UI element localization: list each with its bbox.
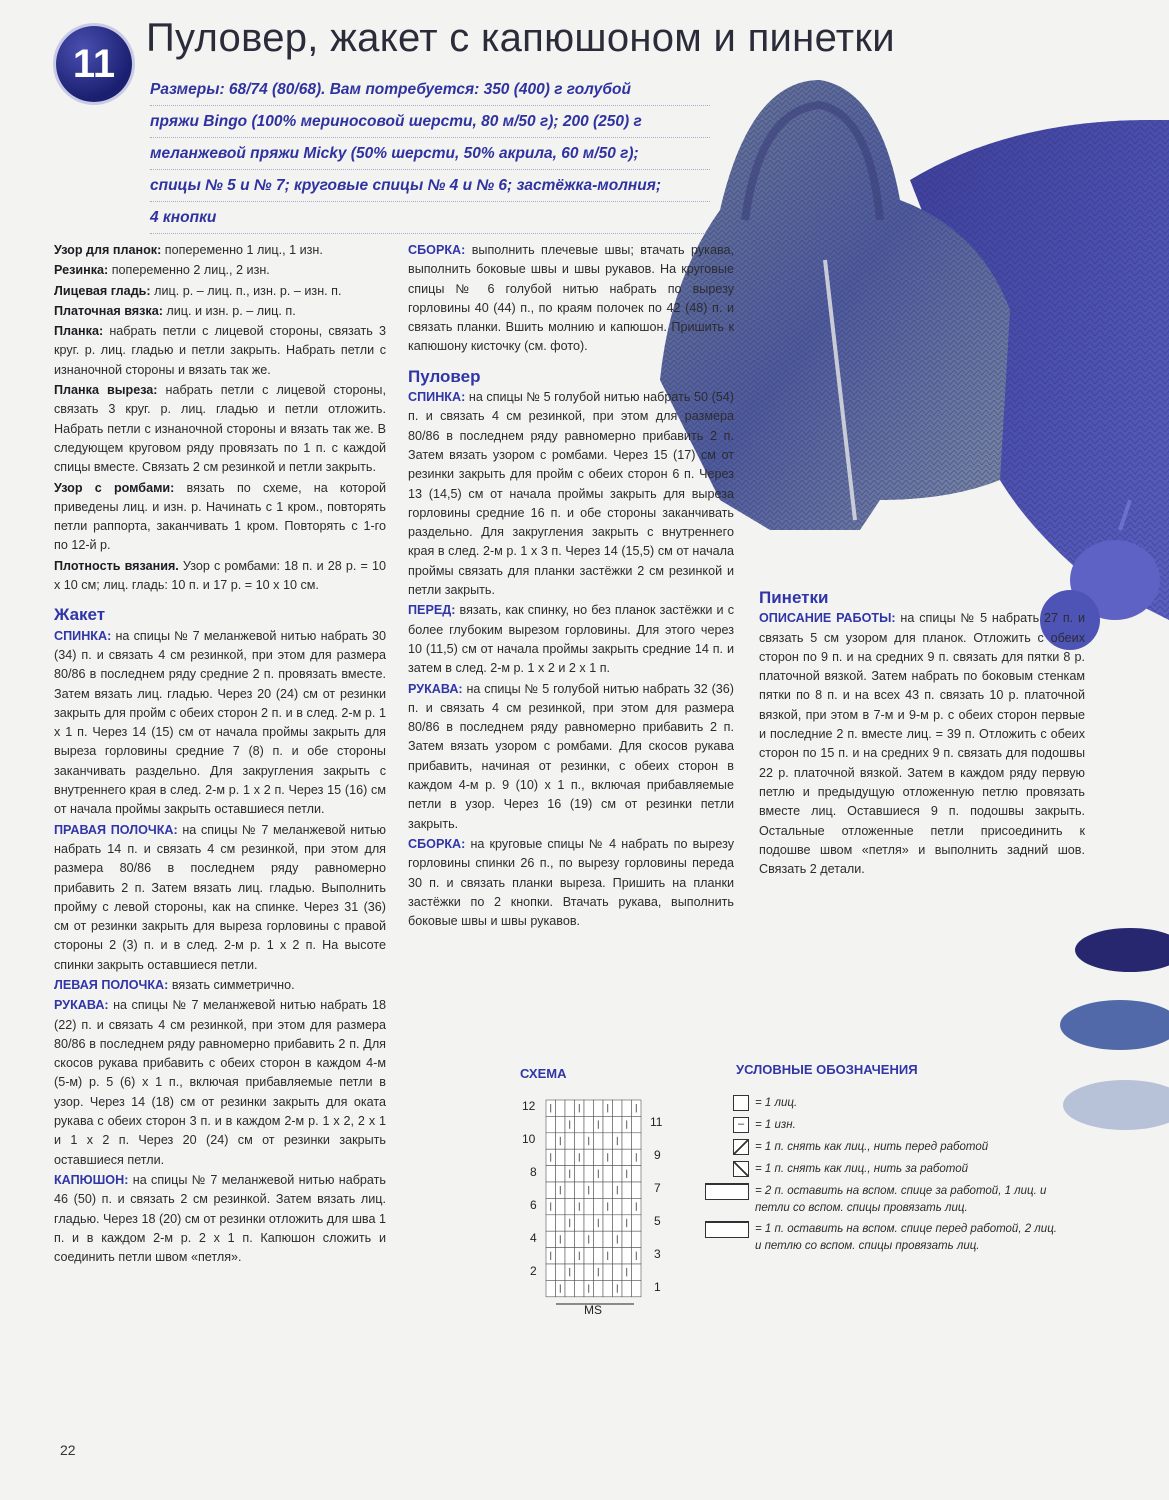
- text: на круговые спицы № 4 набрать по вырезу горловины спинки 26 п., по вырезу горловины переда 30 п. и связать планки выреза. Пришить на планки застёжки по 2 кнопки. Втачать рукава, выполнить боковые швы и швы рукавов.: [408, 836, 734, 929]
- knit-symbol-icon: [733, 1095, 749, 1111]
- chart-cell: [575, 1215, 585, 1231]
- chart-cell: [546, 1264, 556, 1280]
- chart-cell: [546, 1215, 556, 1231]
- chart-cell: [632, 1182, 642, 1198]
- chart-cell: [565, 1133, 575, 1149]
- paragraph: [54, 261, 386, 280]
- chart-cell: [556, 1100, 566, 1116]
- legend-text: = 1 лиц.: [755, 1097, 798, 1109]
- text: на спицы № 7 меланжевой нитью набрать 30 (34) п. и связать 4 см резинкой, при этом для размера 80/86 в последнем ряду средние 2 п. провязать вместе. Затем вязать лиц. гладью. Через 20 (24) см от резинки закрыть для пройм с обеих сторон 2 п. и в след. 2-м р. 1 х 1 п. Через 14 (15) см от начала проймы закрыть для выреза горловины средние 7 (8) п. и обе стороны заканчивать раздельно. Для закругления закрыть с внутреннего края в след. 2-м р. 1 х 2 п. Через 15 (16) см от начала проймы закрыть оставшиеся петли.: [54, 628, 386, 817]
- term: ПЕРЕД:: [408, 603, 456, 618]
- legend-text: = 1 п. оставить на вспом. спице перед работой, 2 лиц. и петлю со вспом. спицы провязать лиц.: [755, 1223, 1057, 1252]
- row-label: 11: [650, 1115, 663, 1129]
- chart-cell: [594, 1198, 604, 1214]
- term: ЛЕВАЯ ПОЛОЧКА:: [54, 977, 169, 992]
- chart-cell: [603, 1280, 613, 1296]
- legend-item: [705, 1095, 797, 1112]
- chart-cell: [594, 1133, 604, 1149]
- text: лиц. и изн. р. – лиц. п.: [162, 303, 296, 318]
- chart-cell: [575, 1166, 585, 1182]
- chart-cell: [565, 1198, 575, 1214]
- paragraph: [54, 557, 386, 596]
- chart-cell: [613, 1215, 623, 1231]
- term: СБОРКА:: [408, 243, 466, 257]
- chart-cell: [565, 1182, 575, 1198]
- section-heading-jacket: Жакет: [54, 605, 106, 625]
- text: на спицы № 5 набрать 27 п. и связать 5 см узором для планок. Отложить с обеих сторон по 9 п. и на средних 9 п. связать для пятки 8 р. платочной вязкой. Затем набрать по боковым стенкам пятки по 8 п. и на всех 43 п. связать 10 р. платочной вязкой, при этом в 7-м и 9-м р. с обеих сторон первые и последние 2 п. вместе лиц. = 39 п. Отложить с обеих сторон по 15 п. и на средних 9 п. связать для подошвы 22 р. платочной вязкой. Затем в каждом ряду первую петлю и предыдущую отложенную петлю провязать вместе лиц. Оставшиеся 9 п. подошвы закрыть. Остальные отложенные петли присоединить к подошве швом «петля» и выполнить задний шов. Связать 2 детали.: [759, 611, 1085, 877]
- term: Узор с ромбами:: [54, 480, 175, 495]
- chart-cell: [594, 1182, 604, 1198]
- term: Лицевая гладь:: [54, 283, 151, 298]
- chart-cell: [622, 1280, 632, 1296]
- paragraph: [54, 627, 386, 820]
- term: ПРАВАЯ ПОЛОЧКА:: [54, 822, 178, 837]
- row-label: 6: [530, 1198, 537, 1212]
- chart-cell: [603, 1116, 613, 1132]
- chart-cell: [575, 1133, 585, 1149]
- yarn-skein: [1060, 1000, 1169, 1050]
- chart-cell: [603, 1182, 613, 1198]
- chart-cell: [546, 1166, 556, 1182]
- legend-text: = 1 изн.: [755, 1119, 796, 1131]
- chart-cell: [622, 1231, 632, 1247]
- paragraph: [54, 322, 386, 380]
- chart-cell: [603, 1166, 613, 1182]
- text: лиц. р. – лиц. п., изн. р. – изн. п.: [150, 283, 342, 298]
- chart-cell: [546, 1133, 556, 1149]
- legend-text: = 1 п. снять как лиц., нить за работой: [755, 1163, 969, 1175]
- term: ОПИСАНИЕ РАБОТЫ:: [759, 611, 896, 626]
- term: РУКАВА:: [408, 681, 463, 696]
- chart-cell: [546, 1116, 556, 1132]
- chart-cell: [632, 1231, 642, 1247]
- legend-item: [705, 1117, 796, 1134]
- chart-cell: [556, 1264, 566, 1280]
- paragraph: [408, 601, 734, 678]
- row-label: 7: [654, 1181, 661, 1195]
- chart-cell: [575, 1182, 585, 1198]
- materials-line: меланжевой пряжи Micky (50% шерсти, 50% акрила, 60 м/50 г);: [150, 138, 710, 170]
- yarn-skein: [1063, 1080, 1169, 1130]
- cable-front-symbol-icon: [705, 1221, 749, 1238]
- row-labels-right: [650, 1115, 663, 1294]
- chart-cell: [546, 1182, 556, 1198]
- term: Плотность вязания.: [54, 558, 179, 573]
- term: СПИНКА:: [54, 628, 112, 643]
- chart-cell: [594, 1100, 604, 1116]
- chart-cell: [556, 1116, 566, 1132]
- text: на спицы № 5 голубой нитью набрать 32 (36) п. и связать 4 см резинкой, при этом для размера 80/86 в последнем ряду равномерно прибавить 2 п. Затем вязать узором с ромбами. Для скосов рукава прибавить, начиная от резинки, с обеих сторон в каждом 4-м р. 9 (10) х 1 п., включая прибавляемые петли в узор. Через 16 (19) см от резинки петли закрыть.: [408, 681, 734, 831]
- section-number: 11: [72, 41, 116, 86]
- chart-cell: [594, 1248, 604, 1264]
- page-title: Пуловер, жакет с капюшоном и пинетки: [146, 16, 895, 60]
- chart-cell: [603, 1264, 613, 1280]
- chart-cell: [556, 1149, 566, 1165]
- paragraph: [54, 996, 386, 1170]
- yarn-skein: [1075, 928, 1169, 972]
- term: СБОРКА:: [408, 836, 466, 851]
- row-label: 2: [530, 1264, 537, 1278]
- text: вязать по схеме, на которой приведены лиц. и изн. р. Начинать с 1 кром., повторять петли раппорта, заканчивать 1 кром. Повторять с 1-го по 12-й р.: [54, 480, 386, 553]
- legend-title: УСЛОВНЫЕ ОБОЗНАЧЕНИЯ: [736, 1062, 918, 1077]
- paragraph: [54, 479, 386, 556]
- scheme-title: СХЕМА: [520, 1066, 567, 1081]
- chart-cell: [613, 1166, 623, 1182]
- paragraph: [54, 381, 386, 477]
- chart-cell: [565, 1280, 575, 1296]
- materials-block: [150, 74, 710, 234]
- text: на спицы № 5 голубой нитью набрать 50 (54) п. и связать 4 см резинкой, при этом для размера 80/86 в последнем ряду равномерно прибавить 2 п. Затем вязать узором с ромбами. Через 15 (17) см от резинки закрыть для пройм с обеих сторон 6 п. Через 13 (14,5) см от начала проймы закрыть для выреза горловины средние 16 п. и обе стороны заканчивать раздельно. Для закругления закрыть с внутреннего края в след. 2-м р. 1 х 3 п. Через 14 (15,5) см от начала проймы связать для планки застёжки 2 см резинкой и петли закрыть.: [408, 390, 734, 598]
- row-label: 12: [522, 1099, 536, 1113]
- text: вязать симметрично.: [168, 977, 295, 992]
- section-number-badge: [56, 26, 132, 102]
- materials-line: Размеры: 68/74 (80/68). Вам потребуется: 350 (400) г голубой: [150, 74, 710, 106]
- chart-cell: [584, 1149, 594, 1165]
- chart-cell: [632, 1215, 642, 1231]
- paragraph: [408, 680, 734, 834]
- chart-cell: [613, 1198, 623, 1214]
- column-middle: [408, 241, 734, 932]
- text: на спицы № 7 меланжевой нитью набрать 18 (22) п. и связать 4 см резинкой, при этом для размера 80/86 в последнем ряду равномерно прибавить 2 п. Для скосов рукава прибавить с обеих сторон в каждом 4-м (5-м) р. 5 (6) х 1 п., включая прибавляемые петли в узор. Через 14 (18) см от резинки закрыть для оката рукава с обеих сторон 3 п. и в каждом 2-м р. 1 х 2, 2 х 1 и 1 х 2 п. Через 20 (24) см от резинки закрыть оставшиеся петли.: [54, 998, 386, 1167]
- chart-cell: [556, 1215, 566, 1231]
- chart-cell: [622, 1198, 632, 1214]
- chart-cell: [565, 1149, 575, 1165]
- term: КАПЮШОН:: [54, 1172, 129, 1187]
- text: вязать, как спинку, но без планок застёжки и с более глубоким вырезом горловины. Для этого через 10 (11,5) см от начала проймы закрыть средние 14 п. и затем в след. 2-м р. 1 х 2 и 2 х 1 п.: [408, 603, 734, 676]
- chart-cell: [613, 1264, 623, 1280]
- chart-cell: [632, 1264, 642, 1280]
- paragraph: [408, 835, 734, 931]
- row-labels-left: [522, 1099, 537, 1278]
- paragraph: [54, 241, 386, 260]
- paragraph: [54, 821, 386, 975]
- chart-cell: [584, 1198, 594, 1214]
- chart-cell: [556, 1248, 566, 1264]
- paragraph: [408, 241, 734, 357]
- paragraph: [408, 388, 734, 600]
- materials-line: спицы № 5 и № 7; круговые спицы № 4 и № 6; застёжка-молния;: [150, 170, 710, 202]
- chart-cell: [575, 1264, 585, 1280]
- chart-cell: [546, 1280, 556, 1296]
- chart-cell: [584, 1100, 594, 1116]
- chart-cell: [613, 1149, 623, 1165]
- chart-cell: [632, 1116, 642, 1132]
- row-label: 4: [530, 1231, 537, 1245]
- chart-cell: [613, 1116, 623, 1132]
- chart-cell: [622, 1248, 632, 1264]
- paragraph: [759, 609, 1085, 879]
- slip-front-symbol-icon: [733, 1139, 749, 1155]
- term: Узор для планок:: [54, 243, 162, 257]
- chart-cell: [603, 1231, 613, 1247]
- chart-cell: [603, 1215, 613, 1231]
- row-label: 8: [530, 1165, 537, 1179]
- chart-cell: [613, 1248, 623, 1264]
- chart-cell: [546, 1231, 556, 1247]
- materials-line: 4 кнопки: [150, 202, 710, 234]
- page-number: 22: [60, 1442, 76, 1458]
- row-label: 1: [654, 1280, 661, 1294]
- term: Платочная вязка:: [54, 303, 163, 318]
- materials-line: пряжи Bingo (100% мериносовой шерсти, 80 м/50 г); 200 (250) г: [150, 106, 710, 138]
- text: на спицы № 7 меланжевой нитью набрать 14 п. и связать 4 см резинкой, при этом для размера 80/86 в последнем ряду равномерно прибавить 2 п. Затем вязать лиц. гладью. Выполнить пройму с левой стороны, как на спинке. Через 31 (36) см от резинки закрыть для выреза горловины с правой стороны 2 (3) п. и в след. 2-м р. 1 х 2 п. На высоте спинки закрыть оставшиеся петли.: [54, 822, 386, 972]
- paragraph: [54, 976, 386, 995]
- legend-item: [705, 1161, 968, 1178]
- chart-cells: [546, 1100, 641, 1297]
- chart-cell: [584, 1116, 594, 1132]
- chart-cell: [632, 1280, 642, 1296]
- term: Планка:: [54, 324, 104, 339]
- row-label: 9: [654, 1148, 661, 1162]
- term: РУКАВА:: [54, 998, 109, 1013]
- chart-cell: [556, 1166, 566, 1182]
- chart-cell: [632, 1166, 642, 1182]
- slip-back-symbol-icon: [733, 1161, 749, 1177]
- ms-label: MS: [584, 1303, 602, 1317]
- chart-cell: [575, 1116, 585, 1132]
- row-label: 3: [654, 1247, 661, 1261]
- knitting-chart: [500, 1092, 690, 1322]
- legend-item: [705, 1183, 1065, 1217]
- purl-symbol-icon: –: [733, 1117, 749, 1133]
- legend-item: [705, 1139, 988, 1156]
- column-left: [54, 241, 386, 1268]
- legend-item: [705, 1221, 1065, 1255]
- chart-cell: [632, 1133, 642, 1149]
- paragraph: [54, 302, 386, 321]
- row-label: 10: [522, 1132, 536, 1146]
- legend-text: = 2 п. оставить на вспом. спице за работой, 1 лиц. и петли со вспом. спицы провязать лиц.: [755, 1185, 1047, 1214]
- text: выполнить плечевые швы; втачать рукава, выполнить боковые швы и швы рукавов. На круговые спицы № 6 голубой нитью набрать по вырезу горловины 40 (44) п., по краям полочек по 42 (48) п. и связать планки. Вшить молнию и капюшон. Пришить к капюшону кисточку (см. фото).: [408, 243, 734, 354]
- chart-cell: [584, 1166, 594, 1182]
- chart-cell: [622, 1100, 632, 1116]
- chart-cell: [594, 1149, 604, 1165]
- chart-cell: [584, 1215, 594, 1231]
- term: СПИНКА:: [408, 390, 466, 405]
- chart-cell: [594, 1231, 604, 1247]
- chart-cell: [565, 1100, 575, 1116]
- chart-cell: [622, 1182, 632, 1198]
- chart-cell: [584, 1248, 594, 1264]
- text: попеременно 2 лиц., 2 изн.: [108, 263, 270, 278]
- term: Планка выреза:: [54, 383, 158, 398]
- chart-cell: [565, 1248, 575, 1264]
- chart-cell: [603, 1133, 613, 1149]
- text: набрать петли с лицевой стороны, связать 3 круг. р. лиц. гладью и петли отложить. Набрать петли с изнаночной стороны и вязать так же. В следующем круговом ряду провязать по 1 п. с каждой спицы вместе. Связать 2 см резинкой и петли закрыть.: [54, 383, 386, 475]
- section-heading-pullover: Пуловер: [408, 366, 481, 386]
- chart-cell: [613, 1100, 623, 1116]
- text: набрать петли с лицевой стороны, связать 3 круг. р. лиц. гладью и петли закрыть. Набрать петли с изнаночной стороны и вязать так же.: [54, 324, 386, 377]
- chart-cell: [622, 1149, 632, 1165]
- yarn-skeins: [1020, 920, 1169, 1160]
- chart-cell: [575, 1280, 585, 1296]
- chart-cell: [556, 1198, 566, 1214]
- chart-cell: [575, 1231, 585, 1247]
- chart-cell: [622, 1133, 632, 1149]
- paragraph: [54, 1171, 386, 1267]
- text: на спицы № 7 меланжевой нитью набрать 46 (50) п. и связать 2 см резинкой. Затем вязать лиц. гладью. Через 18 (20) см от резинки отложить для шва 1 п. и в каждом 2-м р. 2 х 1 п. Капюшон сложить и соединить петли швом «петля».: [54, 1172, 386, 1265]
- text: попеременно 1 лиц., 1 изн.: [161, 243, 323, 257]
- paragraph: [54, 282, 386, 301]
- legend-text: = 1 п. снять как лиц., нить перед работой: [755, 1141, 989, 1153]
- chart-cell: [584, 1264, 594, 1280]
- section-heading-booties: Пинетки: [759, 588, 829, 607]
- row-label: 5: [654, 1214, 661, 1228]
- chart-cell: [565, 1231, 575, 1247]
- chart-cell: [594, 1280, 604, 1296]
- term: Резинка:: [54, 263, 109, 278]
- cable-back-symbol-icon: [705, 1183, 749, 1200]
- column-right: [759, 588, 1085, 880]
- text: Узор с ромбами: 18 п. и 28 р. = 10 х 10 см; лиц. гладь: 10 п. и 17 р. = 10 х 10 см.: [54, 558, 386, 593]
